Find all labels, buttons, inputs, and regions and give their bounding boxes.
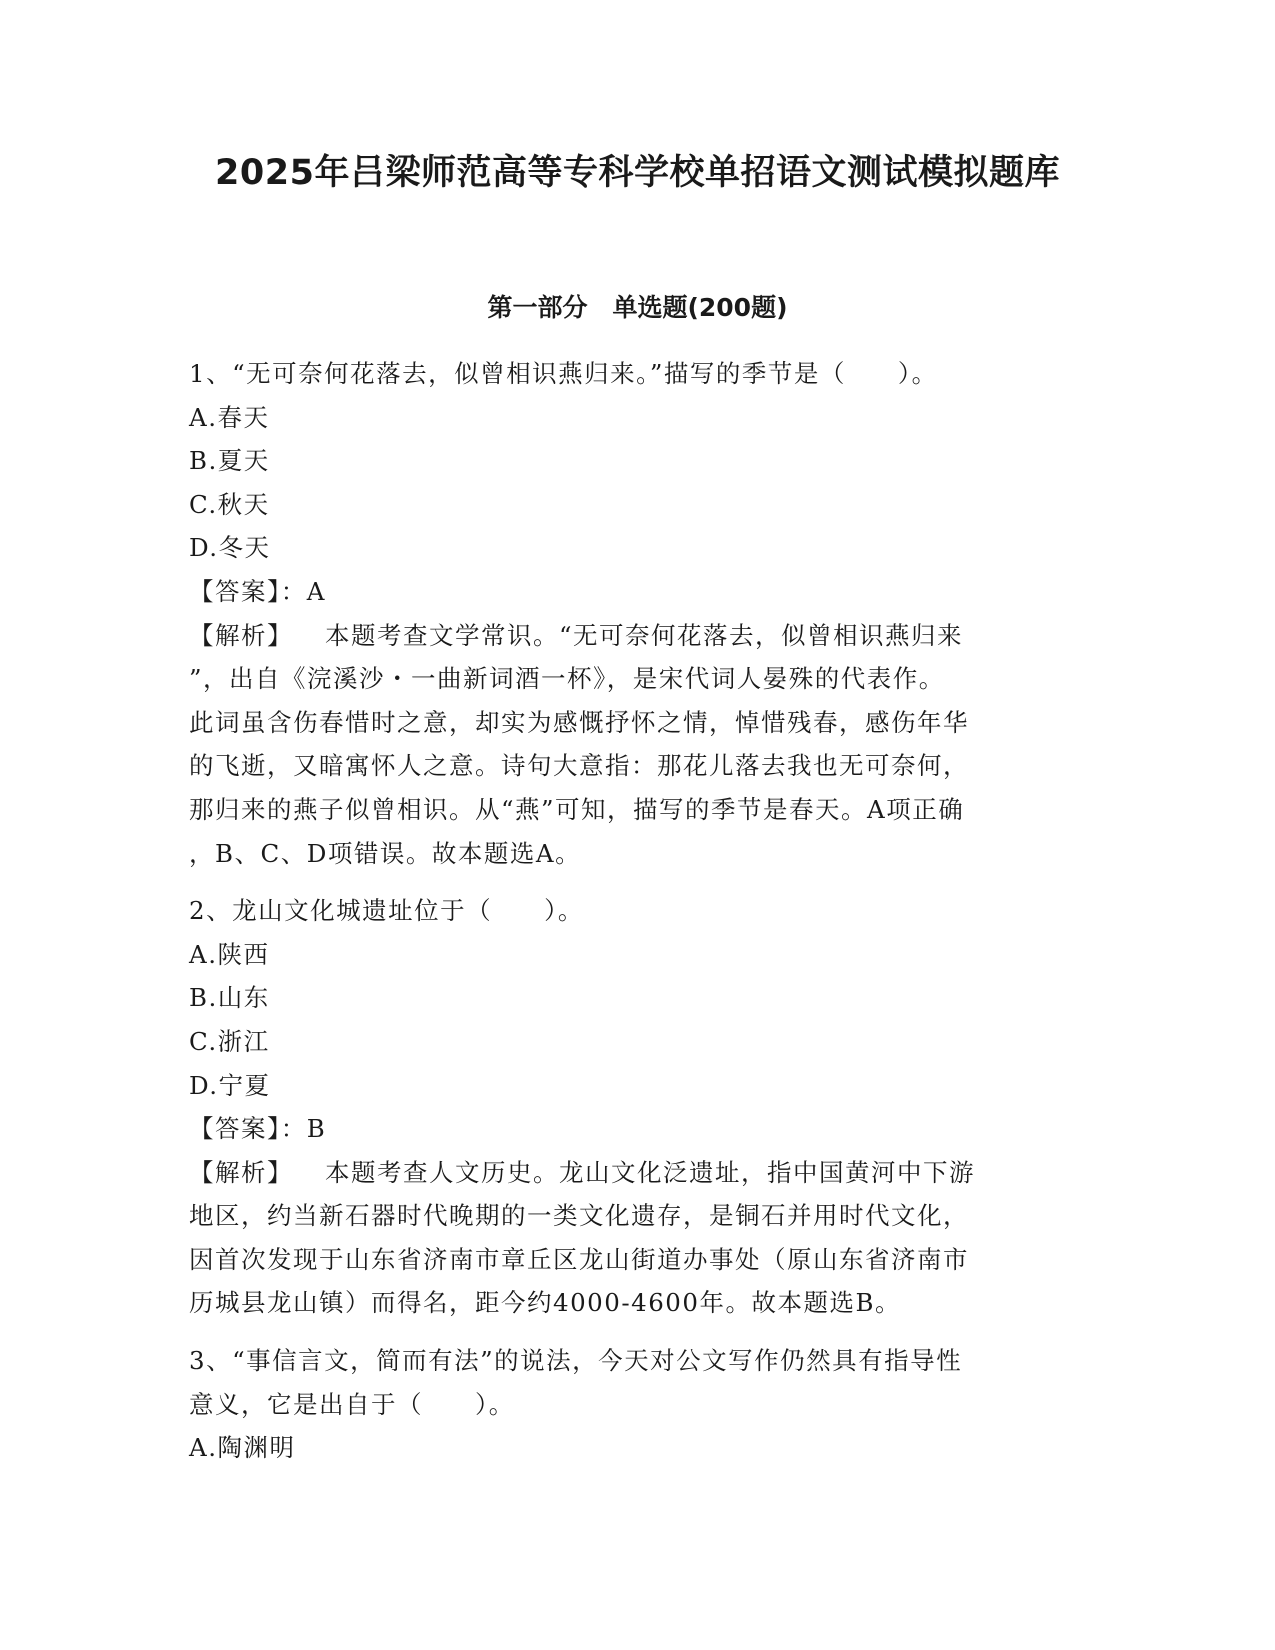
analysis-line [189,614,1089,658]
section-title: 第一部分 单选题(200题) [487,293,788,322]
answer-line [189,1107,1089,1151]
document-title: 2025年吕梁师范高等专科学校单招语文测试模拟题库 [215,153,1060,193]
option-b: B.夏天 [189,446,270,476]
option-d: D.宁夏 [189,1070,271,1100]
question-list [189,352,1089,1484]
question-2 [189,889,1089,1325]
option-c: C.秋天 [189,489,270,519]
analysis-text: 历城县龙山镇）而得名，距今约4000-4600年。故本题选B。 [189,1288,901,1318]
option-b: B.山东 [189,983,270,1013]
answer-label: 【答案】： [189,576,307,606]
analysis-text: 地区，约当新石器时代晚期的一类文化遗存，是铜石并用时代文化， [189,1201,969,1231]
question-3 [189,1339,1089,1470]
question-stem: 2、龙山文化城遗址位于（ ）。 [189,896,584,926]
analysis-line [189,1151,1089,1195]
answer-line [189,570,1089,614]
option-d: D.冬天 [189,533,271,563]
analysis-text: ，B、C、D项错误。故本题选A。 [189,838,582,868]
analysis-label: 【解析】 [189,620,293,650]
answer-label: 【答案】： [189,1114,307,1144]
analysis-text: 那归来的燕子似曾相识。从“燕”可知，描写的季节是春天。A项正确 [189,794,965,824]
question-stem: 意义，它是出自于（ ）。 [189,1389,515,1419]
option-a: A.春天 [189,402,270,432]
question-stem: 1、“无可奈何花落去，似曾相识燕归来。”描写的季节是（ ）。 [189,359,938,388]
question-1 [189,352,1089,875]
answer-value: B [306,1114,327,1144]
option-c: C.浙江 [189,1026,270,1056]
option-a: A.陕西 [189,939,270,969]
analysis-text: 的飞逝，又暗寓怀人之意。诗句大意指：那花儿落去我也无可奈何， [189,751,969,781]
analysis-text: 因首次发现于山东省济南市章丘区龙山街道办事处（原山东省济南市 [189,1244,969,1274]
analysis-text: 此词虽含伤春惜时之意，却实为感慨抒怀之情，悼惜残春，感伤年华 [189,707,969,737]
analysis-text: 本题考查人文历史。龙山文化泛遗址，指中国黄河中下游 [325,1157,975,1187]
analysis-label: 【解析】 [189,1157,293,1187]
analysis-text: ”，出自《浣溪沙・一曲新词酒一杯》，是宋代词人晏殊的代表作。 [189,664,945,694]
analysis-text: 本题考查文学常识。“无可奈何花落去，似曾相识燕归来 [325,620,964,650]
option-a: A.陶渊明 [189,1433,296,1463]
answer-value: A [306,576,326,606]
question-stem: 3、“事信言文，简而有法”的说法，今天对公文写作仍然具有指导性 [189,1346,963,1376]
